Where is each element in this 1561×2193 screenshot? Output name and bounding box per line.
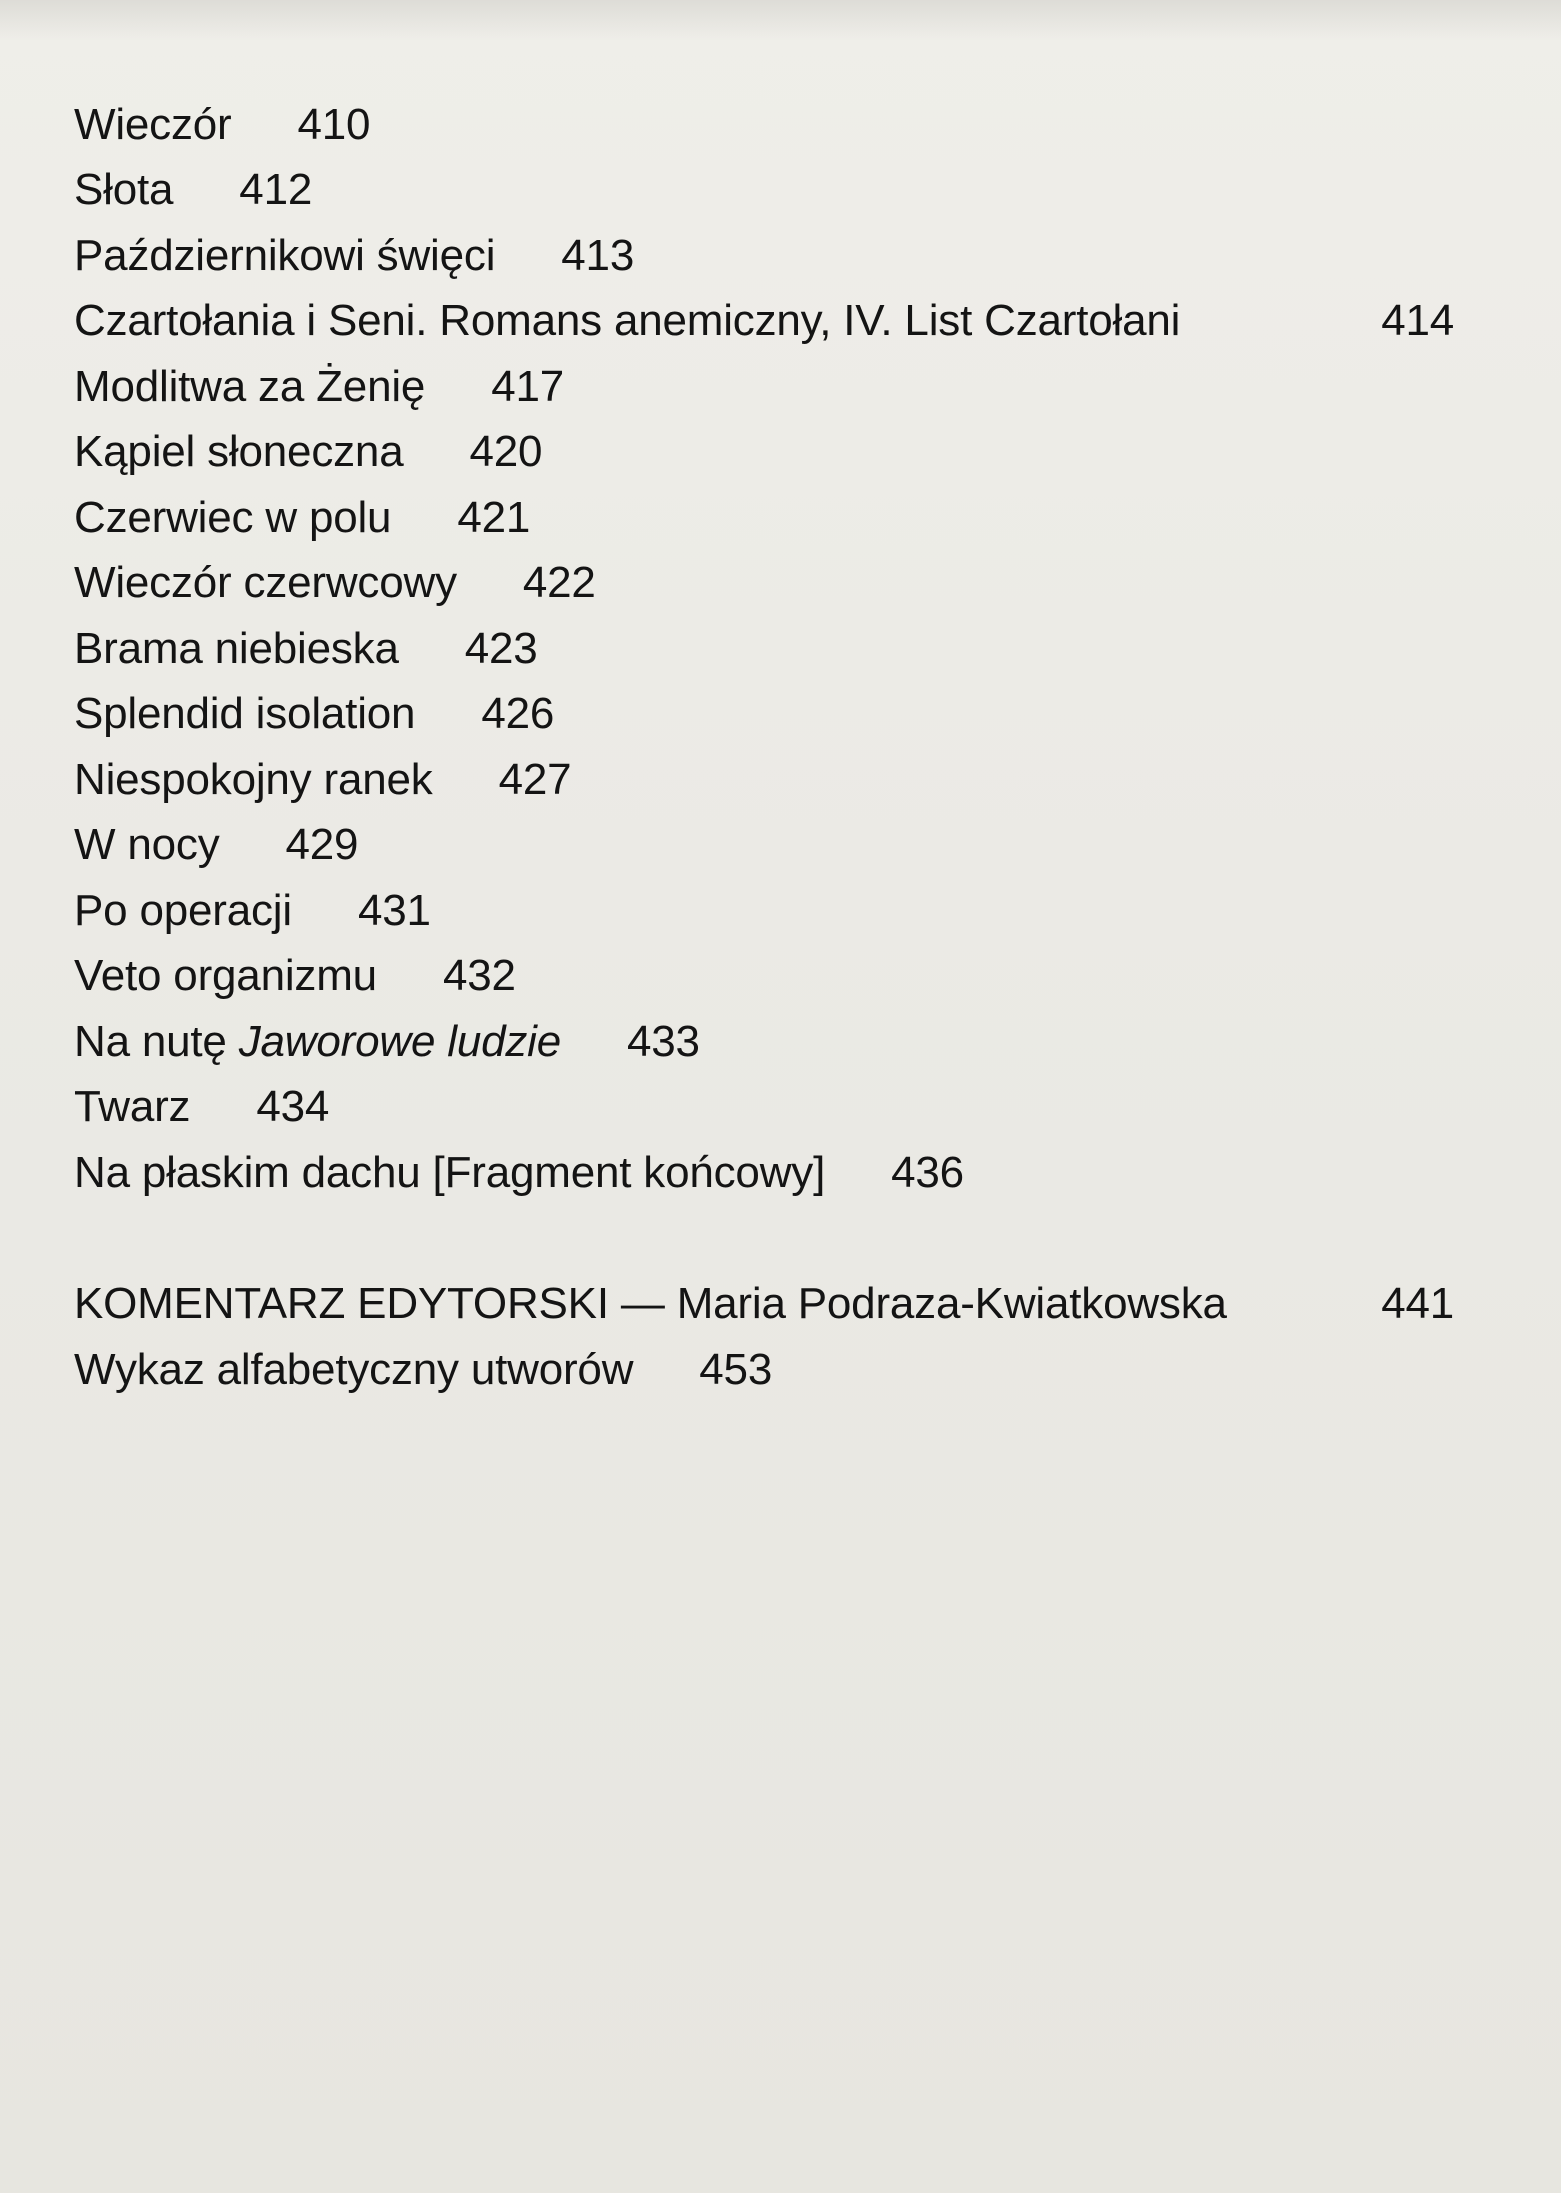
toc-entry-title: Czartołania i Seni. Romans anemiczny, IV. List Czartołani: [74, 296, 1181, 346]
toc-entry-title: Słota: [74, 165, 174, 215]
toc-entry-title: Wieczór: [74, 99, 232, 149]
toc-entry: [74, 616, 1494, 682]
toc-entry-page: 429: [285, 820, 359, 870]
toc-entry-page: 420: [469, 427, 543, 477]
toc-entry: [74, 747, 1494, 813]
toc-entry: [74, 813, 1494, 879]
toc-entry-title: Wykaz alfabetyczny utworów: [74, 1344, 634, 1394]
toc-appendix-entry: [74, 1337, 1494, 1403]
toc-entry-title: Po operacji: [74, 885, 292, 935]
toc-entry: [74, 92, 1494, 158]
toc-entry-page: 441: [1381, 1279, 1454, 1329]
toc-entry-title: Kąpiel słoneczna: [74, 427, 404, 477]
section-gap: [74, 1206, 1494, 1272]
toc-entry-page: 436: [891, 1147, 964, 1197]
table-of-contents: [74, 92, 1494, 1403]
toc-entry-title: Modlitwa za Żenię: [74, 361, 426, 411]
toc-entry: [74, 420, 1494, 486]
toc-entry-title: Splendid isolation: [74, 689, 416, 739]
toc-entry-page: 433: [627, 1016, 700, 1066]
toc-entry-title: Twarz: [74, 1082, 191, 1132]
toc-entry-page: 417: [491, 361, 565, 411]
toc-entry-title: Czerwiec w polu: [74, 492, 392, 542]
toc-entry: [74, 944, 1494, 1010]
toc-entry: [74, 682, 1494, 748]
page-top-shadow: [0, 0, 1561, 40]
toc-entry: [74, 158, 1494, 224]
toc-entry-title-italic: Jaworowe ludzie: [238, 1016, 562, 1066]
toc-entry-title: W nocy: [74, 820, 220, 870]
toc-entry-page: 423: [464, 623, 538, 673]
toc-entry-page: 422: [522, 558, 596, 608]
toc-entry: [74, 551, 1494, 617]
toc-entry-title: Brama niebieska: [74, 623, 399, 673]
toc-entry-page: 453: [699, 1344, 773, 1394]
toc-entry: [74, 878, 1494, 944]
toc-entry-page: 421: [457, 492, 531, 542]
toc-entry: [74, 485, 1494, 551]
toc-entry-page: 414: [1381, 296, 1454, 346]
toc-entry: [74, 1075, 1494, 1141]
toc-entry-title: [74, 1017, 561, 1067]
toc-entry: [74, 223, 1494, 289]
toc-entry-title: Październikowi święci: [74, 230, 496, 280]
toc-entry-page: 432: [442, 951, 516, 1001]
toc-entry-page: 410: [297, 99, 371, 149]
toc-entry-title: Veto organizmu: [74, 951, 377, 1001]
toc-entry-title: KOMENTARZ EDYTORSKI — Maria Podraza-Kwiatkowska: [74, 1279, 1227, 1329]
toc-entry-page: 426: [481, 689, 555, 739]
toc-entry-page: 431: [357, 885, 431, 935]
toc-entry-title-prefix: Na nutę: [74, 1016, 239, 1066]
toc-entry-title: Wieczór czerwcowy: [74, 558, 457, 608]
toc-entry-page: 427: [498, 754, 572, 804]
toc-entry-page: 434: [256, 1082, 330, 1132]
toc-entry: [74, 354, 1494, 420]
toc-appendix-entry: [74, 1272, 1454, 1338]
toc-entry-page: 413: [561, 230, 635, 280]
toc-entry: [74, 289, 1454, 355]
toc-entry-title: Niespokojny ranek: [74, 754, 433, 804]
toc-entry-page: 412: [239, 165, 313, 215]
toc-entry-title: Na płaskim dachu [Fragment końcowy]: [74, 1147, 826, 1197]
toc-entry: [74, 1140, 1494, 1206]
toc-entry: [74, 1009, 1494, 1075]
